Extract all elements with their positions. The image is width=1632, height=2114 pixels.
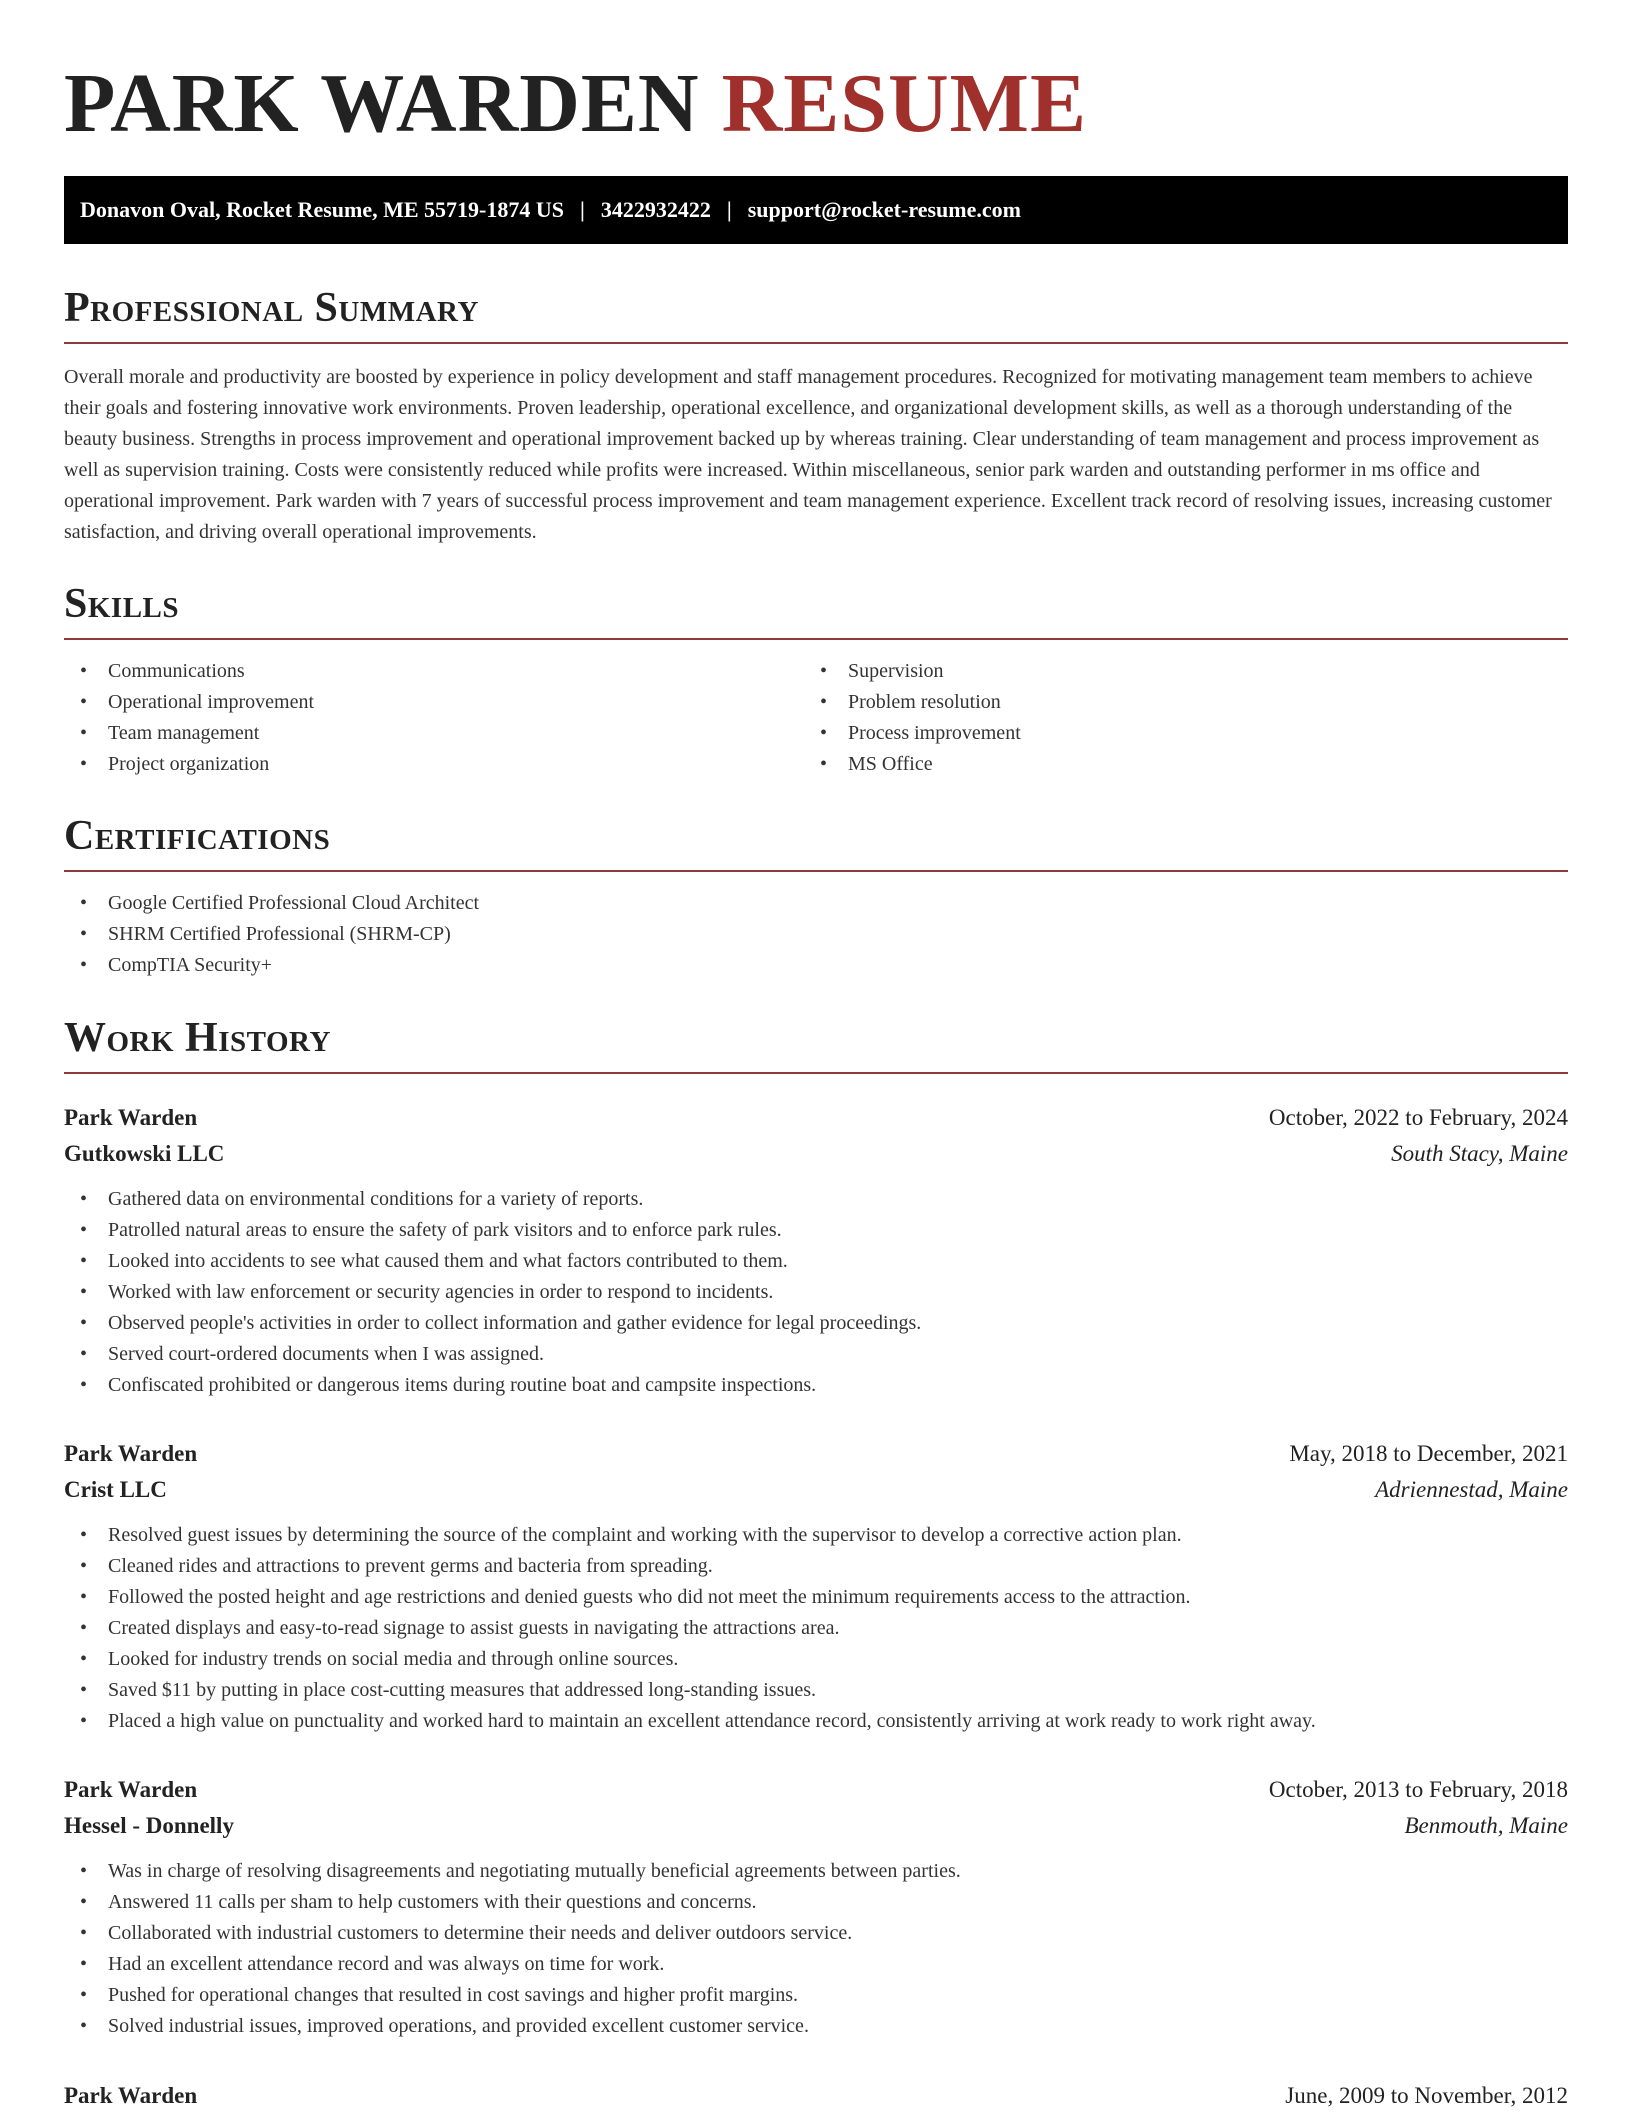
certifications-section <box>64 810 1568 981</box>
list-item: • Followed the posted height and age restrictions and denied guests who did not meet the minimum requirements access to the attraction. <box>64 1582 1568 1613</box>
job-title: Park Warden <box>64 1777 198 1802</box>
section-divider <box>64 638 1568 640</box>
list-item: • Process improvement <box>804 718 1544 749</box>
title-main: PARK WARDEN <box>64 57 700 150</box>
list-item: • Confiscated prohibited or dangerous items during routine boat and campsite inspections. <box>64 1370 1568 1401</box>
job-location: South Stacy, Maine <box>1391 1141 1568 1166</box>
job-entry <box>64 2078 1568 2114</box>
certifications-heading: Certifications <box>64 813 331 859</box>
section-divider <box>64 342 1568 344</box>
list-item: • Project organization <box>64 749 804 780</box>
job-title: Park Warden <box>64 2083 198 2108</box>
list-item: • Team management <box>64 718 804 749</box>
list-item: • Looked for industry trends on social media and through online sources. <box>64 1644 1568 1675</box>
job-duties-list <box>64 1520 1568 1737</box>
list-item: • Worked with law enforcement or security agencies in order to respond to incidents. <box>64 1277 1568 1308</box>
list-item: • Problem resolution <box>804 687 1544 718</box>
list-item: • Pushed for operational changes that resulted in cost savings and higher profit margins. <box>64 1980 1568 2011</box>
contact-bar <box>64 176 1568 244</box>
resume-title <box>64 54 1087 154</box>
job-duties-list <box>64 1856 1568 2042</box>
job-title: Park Warden <box>64 1441 198 1466</box>
skills-grid <box>64 656 1568 780</box>
job-dates: October, 2022 to February, 2024 <box>1268 1105 1568 1130</box>
skills-section <box>64 578 1568 780</box>
list-item: • Cleaned rides and attractions to prevent germs and bacteria from spreading. <box>64 1551 1568 1582</box>
job-entry <box>64 1100 1568 1401</box>
list-item: • Solved industrial issues, improved operations, and provided excellent customer service. <box>64 2011 1568 2042</box>
list-item: • Google Certified Professional Cloud Architect <box>64 888 1568 919</box>
work-history-heading: Work History <box>64 1015 331 1061</box>
summary-section <box>64 282 1568 548</box>
contact-phone: 3422932422 <box>600 197 711 222</box>
skills-list-right <box>804 656 1544 780</box>
contact-separator: | <box>726 197 732 222</box>
job-duties-list <box>64 1184 1568 1401</box>
list-item: • Patrolled natural areas to ensure the safety of park visitors and to enforce park rules. <box>64 1215 1568 1246</box>
work-history-section <box>64 1012 1568 1074</box>
job-entry <box>64 1436 1568 1737</box>
list-item: • SHRM Certified Professional (SHRM-CP) <box>64 919 1568 950</box>
skills-list-left <box>64 656 804 780</box>
list-item: • Saved $11 by putting in place cost-cutting measures that addressed long-standing issues. <box>64 1675 1568 1706</box>
job-title: Park Warden <box>64 1105 198 1130</box>
list-item: • Placed a high value on punctuality and worked hard to maintain an excellent attendance record, consistently arriving at work ready to work right away. <box>64 1706 1568 1737</box>
list-item: • Was in charge of resolving disagreements and negotiating mutually beneficial agreements between parties. <box>64 1856 1568 1887</box>
job-dates: October, 2013 to February, 2018 <box>1268 1777 1568 1802</box>
job-entry <box>64 1772 1568 2042</box>
list-item: • CompTIA Security+ <box>64 950 1568 981</box>
certifications-list <box>64 888 1568 981</box>
job-location: Adriennestad, Maine <box>1375 1477 1568 1502</box>
list-item: • Answered 11 calls per sham to help customers with their questions and concerns. <box>64 1887 1568 1918</box>
list-item: • Looked into accidents to see what caused them and what factors contributed to them. <box>64 1246 1568 1277</box>
list-item: • Had an excellent attendance record and was always on time for work. <box>64 1949 1568 1980</box>
title-accent: RESUME <box>721 57 1087 150</box>
job-dates: June, 2009 to November, 2012 <box>1285 2083 1568 2108</box>
section-divider <box>64 870 1568 872</box>
list-item: • Supervision <box>804 656 1544 687</box>
summary-text: Overall morale and productivity are boosted by experience in policy development and staff management procedures. Recognized for motivating management team members to achieve their goals and fostering innovative work environments. Proven leadership, operational excellence, and organizational development skills, as well as a thorough understanding of the beauty business. Strengths in process improvement and operational improvement backed up by whereas training. Clear understanding of team management and process improvement as well as supervision training. Costs were consistently reduced while profits were increased. Within miscellaneous, senior park warden and outstanding performer in ms office and operational improvement. Park warden with 7 years of successful process improvement and team management experience. Excellent track record of resolving issues, increasing customer satisfaction, and driving overall operational improvements. <box>64 366 1552 543</box>
contact-address: Donavon Oval, Rocket Resume, ME 55719-1874 US <box>80 197 564 222</box>
list-item: • MS Office <box>804 749 1544 780</box>
contact-email: support@rocket-resume.com <box>747 197 1021 222</box>
list-item: • Collaborated with industrial customers to determine their needs and deliver outdoors service. <box>64 1918 1568 1949</box>
contact-separator: | <box>580 197 585 222</box>
job-dates: May, 2018 to December, 2021 <box>1289 1441 1568 1466</box>
skills-heading: Skills <box>64 581 180 627</box>
list-item: • Gathered data on environmental conditions for a variety of reports. <box>64 1184 1568 1215</box>
job-location: Benmouth, Maine <box>1404 1813 1568 1838</box>
list-item: • Operational improvement <box>64 687 804 718</box>
list-item: • Served court-ordered documents when I was assigned. <box>64 1339 1568 1370</box>
list-item: • Resolved guest issues by determining the source of the complaint and working with the supervisor to develop a corrective action plan. <box>64 1520 1568 1551</box>
job-company: Hessel - Donnelly <box>64 1813 234 1838</box>
summary-heading: Professional Summary <box>64 285 479 331</box>
job-company: Gutkowski LLC <box>64 1141 225 1166</box>
list-item: • Created displays and easy-to-read signage to assist guests in navigating the attractions area. <box>64 1613 1568 1644</box>
list-item: • Communications <box>64 656 804 687</box>
list-item: • Observed people's activities in order to collect information and gather evidence for legal proceedings. <box>64 1308 1568 1339</box>
job-company: Crist LLC <box>64 1477 167 1502</box>
section-divider <box>64 1072 1568 1074</box>
